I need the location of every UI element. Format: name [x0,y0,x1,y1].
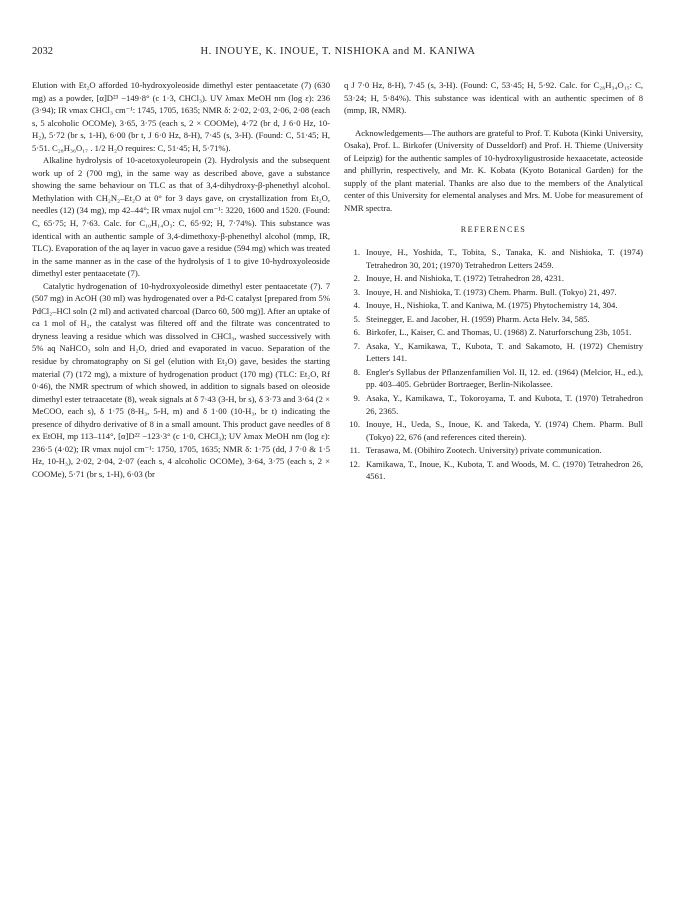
reference-text: Steinegger, E. and Jacober, H. (1959) Pharm. Acta Helv. 34, 585. [366,313,590,324]
reference-item [344,299,643,312]
reference-text: Inouye, H. and Nishioka, T. (1972) Tetrahedron 28, 4231. [366,273,564,284]
reference-number: 6. [353,327,360,338]
acknowledgements: Acknowledgements—The authors are grateful to Prof. T. Kubota (Kinki University, Osaka), Prof. L. Birkofer (University of Dusseldorf) and Prof. H. Thieme (University of Leipzig) for the authentic samples of 10-hydroxyligustroside hexaacetate, acteoside and phillyrin, respectively, and Mr. K. Kobata (Kyoto Botanical Garden) for the supply of the plant material. Thanks are also due to the members of the Analytical center of this University for elemental analyses and Mrs. M. Uobe for measurement of NMR spectra. [344,127,643,213]
experimental-continuation: q J 7·0 Hz, 8-H), 7·45 (s, 3-H). (Found: C, 53·45; H, 5·92. Calc. for C₂₆H₃₄O₁₅: C, 53·24; H, 5·84%). This substance was identical with an authentic specimen of 8 (mmp, IR, NMR). [344,80,643,116]
reference-item [344,366,643,391]
reference-number: 2. [353,273,360,284]
page-header [32,46,644,62]
right-column [344,79,643,484]
reference-item [344,444,643,457]
reference-number: 9. [353,393,360,404]
reference-number: 8. [353,366,360,377]
reference-item [344,340,643,365]
reference-item [344,458,643,483]
reference-number: 4. [353,300,360,311]
reference-text: Terasawa, M. (Obihiro Zootech. University) private communication. [366,445,602,456]
reference-item [344,246,643,271]
experimental-paragraph: Elution with Et₂O afforded 10-hydroxyoleoside dimethyl ester pentaacetate (7) (630 mg) as a powder, [α]D²³ −149·8° (c 1·3, CHCl₃). UV λmax MeOH nm (log ε): 236 (3·94); IR νmax CHCl₃ cm⁻¹: 1745, 1705, 1635; NMR δ: 2·02, 2·03, 2·06, 2·08 (each s, 5 alcoholic OCOMe), 3·65, 3·75 (each s, 2 × COOMe), 4·72 (br d, J 6·0 Hz, 10-H₂), 5·72 (br s, 1-H), 6·00 (br t, J 6·0 Hz, 8-H), 7·45 (s, 3-H). (Found: C, 51·45; H, 5·51. C₂₈H₃₆O₁₇ . 1/2 H₂O requires: C, 51·45; H, 5·71%). [32,80,330,153]
reference-item [344,313,643,326]
reference-text: Asaka, Y., Kamikawa, T., Tokoroyama, T. and Kubota, T. (1970) Tetrahedron 26, 2365. [366,393,643,416]
reference-item [344,418,643,443]
reference-text: Asaka, Y., Kamikawa, T., Kubota, T. and Sakamoto, H. (1972) Chemistry Letters 141. [366,340,643,364]
reference-text: Birkofer, L., Kaiser, C. and Thomas, U. (1968) Z. Naturforschung 23b, 1051. [366,327,632,338]
reference-item [344,326,643,339]
page-number: 2032 [32,46,53,57]
reference-number: 5. [353,313,360,324]
references-list [344,246,643,483]
reference-number: 7. [353,340,360,351]
reference-text: Inouye, H. and Nishioka, T. (1973) Chem. Pharm. Bull. (Tokyo) 21, 497. [366,286,617,297]
reference-item [344,392,643,417]
running-head: H. INOUYE, K. INOUE, T. NISHIOKA and M. KANIWA [200,46,476,57]
experimental-paragraph: Catalytic hydrogenation of 10-hydroxyoleoside dimethyl ester pentaacetate (7). 7 (507 mg) in AcOH (30 ml) was hydrogenated over a Pd-C catalyst [prepared from 5% PdCl₂–HCl soln (2 ml) and activated charcoal (Darco 60, 500 mg)]. After an uptake of ca 1 mol of H₂, the catalyst was filtered off and the filtrate was concentrated to dryness leaving a residue which was dissolved in CHCl₃, washed successively with 5% aq NaHCO₃ soln and H₂O, dried and evaporated in vacuo. Separation of the residue by chromatography on Si gel (elution with Et₂O) gave, besides the starting material (7) (172 mg), a mixture of hydrogenation product (170 mg) (TLC: Et₂O, Rf 0·46), the NMR spectrum of which showed, in addition to signals based on oleoside dimethyl ester tetraacetate (8), weak signals at δ 7·43 (3-H, br s), δ 3·73 and 3·64 (2 × MeCOO, each s), δ 1·75 (8-H₃, 5-H, m) and δ 1·00 (10-H₃, br t) indicating the presence of dihydro derivative of 8 in a small amount. This product gave needles of 8 ex EtOH, mp 113–114°, [α]D²² −123·3° (c 1·0, CHCl₃); UV λmax MeOH nm (log ε): 236·5 (4·02); IR νmax nujol cm⁻¹: 1750, 1705, 1635; NMR δ: 1·75 (dd, J 7·0 & 1·5 Hz, 10-H₃), 2·02, 2·04, 2·07 (each s, 4 alcoholic OCOMe), 3·64, 3·75 (each s, 2 × COOMe), 5·71 (br s, 1-H), 6·03 (br [32,280,330,479]
reference-text: Inouye, H., Yoshida, T., Tobita, S., Tanaka, K. and Nishioka, T. (1974) Tetrahedron 30, 201; (1970) Tetrahedron Letters 2459. [366,247,643,270]
left-column [32,79,330,481]
reference-text: Engler's Syllabus der Pflanzenfamilien Vol. II, 12. ed. (1964) (Melcior, H., ed.), pp. 403–405. Gebrüder Bortraeger, Berlin-Nikolassee. [366,366,643,390]
reference-number: 10. [349,419,360,430]
reference-number: 12. [349,458,360,469]
reference-number: 11. [349,445,360,456]
references-title: REFERENCES [460,225,527,235]
experimental-paragraph: Alkaline hydrolysis of 10-acetoxyoleuropein (2). Hydrolysis and the subsequent work up of 2 (700 mg), in the same way as described above, gave a substance showing the same behaviour on TLC as that of 3,4-dihydroxy-β-phenethyl alcohol. Methylation with CH₂N₂–Et₂O at 0° for 3 days gave, on crystallization from Et₂O, needles (12) (34 mg), mp 42–44°; IR νmax nujol cm⁻¹: 3220, 1600 and 1520. (Found: C, 65·75; H, 7·63. Calc. for C₁₀H₁₄O₃: C, 65·92; H, 7·74%). This substance was identical with an authentic sample of 3,4-dimethoxy-β-phenethyl alcohol (mmp, IR, TLC). Evaporation of the aq layer in vacuo gave a residue (594 mg) which was treated in the same manner as in the case of the hydrolysis of 1 to give 10-hydroxyoleoside dimethyl ester pentaacetate (7). [32,155,330,279]
reference-number: 1. [353,247,360,258]
reference-text: Inouye, H., Ueda, S., Inoue, K. and Takeda, Y. (1974) Chem. Pharm. Bull (Tokyo) 22, 676 (and references cited therein). [366,419,643,442]
reference-text: Inouye, H., Nishioka, T. and Kaniwa, M. (1975) Phytochemistry 14, 304. [366,300,618,311]
reference-item [344,286,643,299]
reference-text: Kamikawa, T., Inoue, K., Kubota, T. and Woods, M. C. (1970) Tetrahedron 26, 4561. [366,458,643,482]
reference-item [344,272,643,285]
reference-number: 3. [353,286,360,297]
